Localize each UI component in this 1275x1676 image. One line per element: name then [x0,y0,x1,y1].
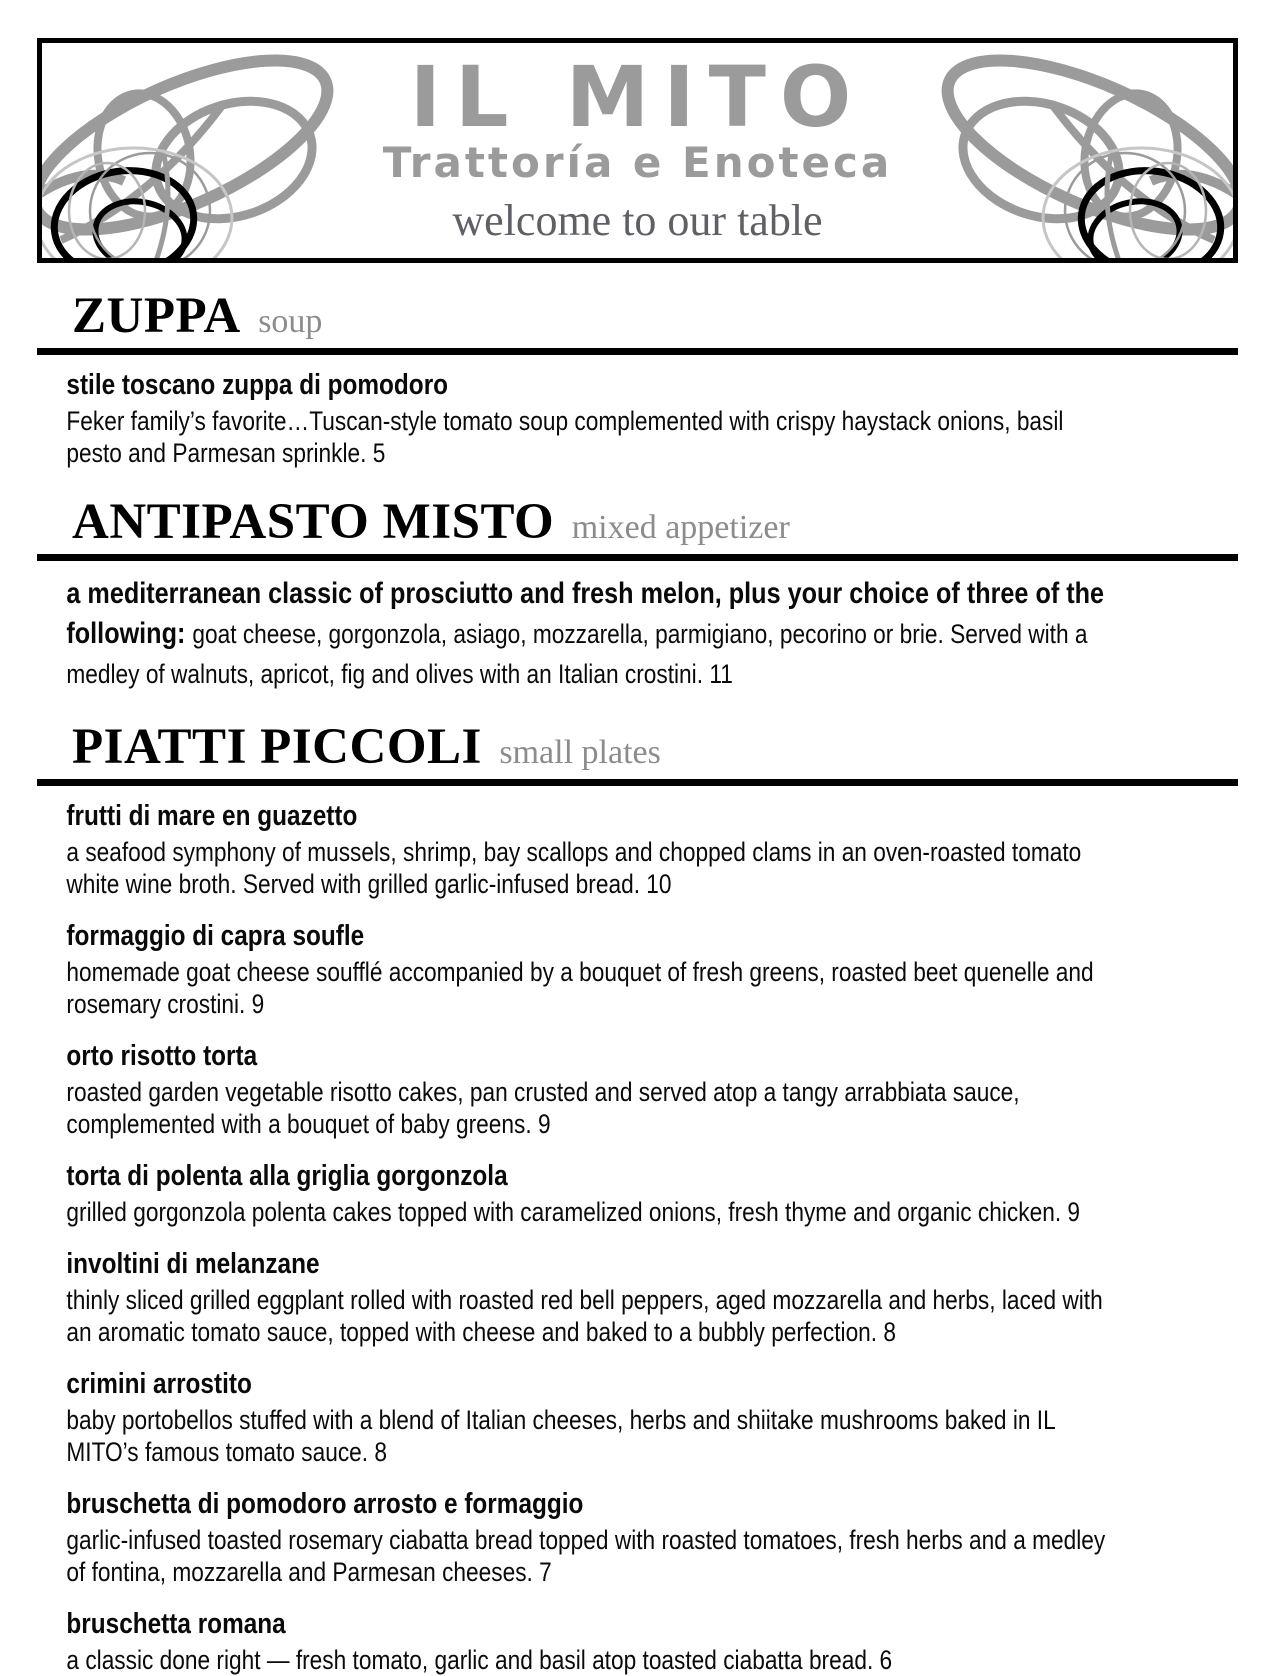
item-description: Feker family’s favorite…Tuscan-style tomato soup complemented with crispy haystack onions, basil pesto and Parmesan sprinkle. 5 [66,406,1064,468]
menu-item [66,1607,1120,1676]
section-header [37,719,1238,775]
menu-item [66,1159,1120,1228]
menu-item [66,919,1120,1020]
section-subtitle: soup [249,303,323,340]
item-description: baby portobellos stuffed with a blend of Italian cheeses, herbs and shiitake mushrooms baked in IL MITO’s famous tomato sauce. 8 [66,1405,1055,1467]
section-rule [37,348,1238,355]
item-description: a mediterranean classic of prosciutto and fresh melon, plus your choice of three of the following: goat cheese, gorgonzola, asiago, mozzarella, parmigiano, pecorino or brie. Served with a medley of walnuts, apricot, fig and olives with an Italian crostini. 11 [66,577,1105,689]
section-header [37,288,1238,344]
section-name: ANTIPASTO MISTO [72,494,555,550]
section-subtitle: small plates [490,734,661,771]
restaurant-subtitle: Trattoría e Enoteca [382,138,893,187]
item-description: garlic-infused toasted rosemary ciabatta bread topped with roasted tomatoes, fresh herbs and a medley of fontina, mozzarella and Parmesan cheeses. 7 [66,1525,1106,1587]
item-description: a classic done right — fresh tomato, garlic and basil atop toasted ciabatta bread. 6 [66,1645,893,1675]
menu-item [66,799,1120,900]
menu-item [66,1487,1120,1588]
item-description: grilled gorgonzola polenta cakes topped with caramelized onions, fresh thyme and organic chicken. 9 [66,1197,1081,1227]
item-lead: a mediterranean classic of prosciutto and fresh melon, plus your choice of three of the following: [66,577,1105,650]
item-description: roasted garden vegetable risotto cakes, pan crusted and served atop a tangy arrabbiata sauce, complemented with a bouquet of baby greens. 9 [66,1077,1020,1139]
menu-item [66,1367,1120,1468]
menu-section [37,719,1238,1676]
menu-section [37,494,1238,694]
item-description: thinly sliced grilled eggplant rolled with roasted red bell peppers, aged mozzarella and herbs, laced with an aromatic tomato sauce, topped with cheese and baked to a bubbly perfection. 8 [66,1285,1103,1347]
welcome-tagline: welcome to our table [452,196,823,246]
brand-block [42,48,1233,246]
section-name: PIATTI PICCOLI [72,719,482,775]
menu-item [66,1247,1120,1348]
section-items [37,574,1121,694]
item-title: crimini arrostito [66,1368,252,1400]
menu-section [37,288,1238,469]
section-subtitle: mixed appetizer [563,509,790,546]
menu-item [66,574,1120,694]
section-items [37,368,1121,469]
section-header [37,494,1238,550]
item-title: stile toscano zuppa di pomodoro [66,369,449,401]
section-rule [37,554,1238,561]
item-title: torta di polenta alla griglia gorgonzola [66,1160,508,1192]
item-title: frutti di mare en guazetto [66,800,358,832]
menu-sections [37,288,1238,1676]
item-title: bruschetta romana [66,1608,286,1640]
menu-item [66,368,1120,469]
item-title: formaggio di capra soufle [66,920,365,952]
restaurant-name: IL MITO [409,48,866,146]
menu-item [66,1039,1120,1140]
section-rule [37,779,1238,786]
item-description: homemade goat cheese soufflé accompanied by a bouquet of fresh greens, roasted beet quenelle and rosemary crostini. 9 [66,957,1094,1019]
item-description: a seafood symphony of mussels, shrimp, bay scallops and chopped clams in an oven-roasted tomato white wine broth. Served with grilled garlic-infused bread. 10 [66,837,1082,899]
item-title: orto risotto torta [66,1040,258,1072]
item-title: involtini di melanzane [66,1248,320,1280]
menu-header-box [37,38,1238,263]
section-items [37,799,1121,1676]
section-name: ZUPPA [72,288,241,344]
item-title: bruschetta di pomodoro arrosto e formaggio [66,1488,584,1520]
